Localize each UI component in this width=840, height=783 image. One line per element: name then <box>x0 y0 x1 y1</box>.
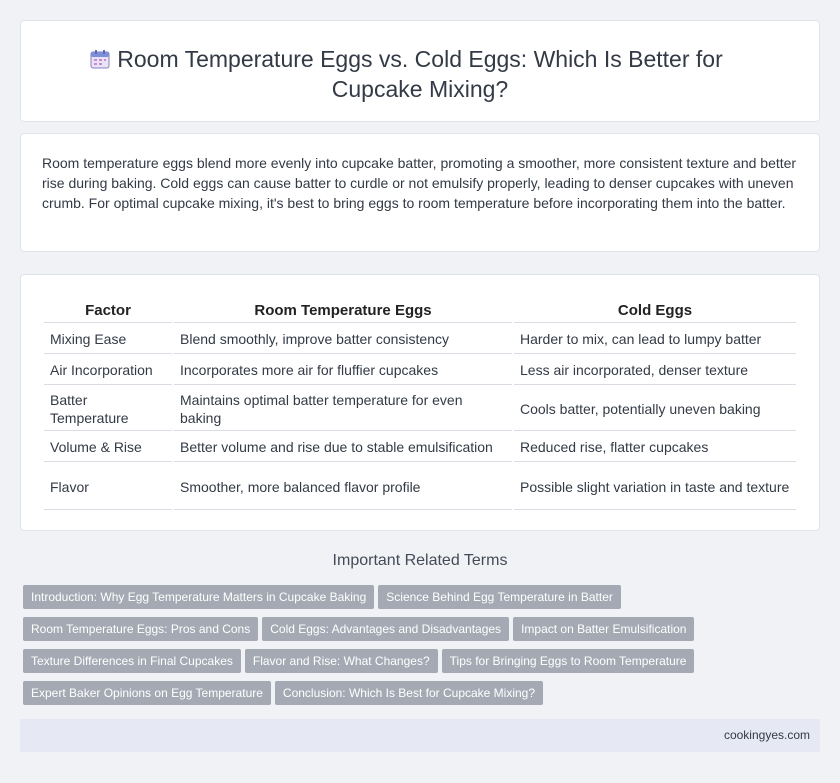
cell-cold: Possible slight variation in taste and texture <box>514 464 796 510</box>
cell-factor: Batter Temperature <box>44 387 172 431</box>
site-credit[interactable]: cookingyes.com <box>723 728 810 742</box>
column-header-cold: Cold Eggs <box>514 297 796 323</box>
related-terms-list <box>23 585 723 713</box>
related-terms-title: Important Related Terms <box>332 552 508 569</box>
table-row <box>44 464 796 510</box>
cell-room-temp: Incorporates more air for fluffier cupcakes <box>174 356 512 385</box>
table-row <box>44 325 796 354</box>
table-row <box>44 387 796 431</box>
related-term-tag[interactable]: Texture Differences in Final Cupcakes <box>23 649 241 673</box>
page-title: Room Temperature Eggs vs. Cold Eggs: Which Is Better for Cupcake Mixing? <box>117 46 723 102</box>
comparison-card <box>20 274 820 531</box>
cell-factor: Air Incorporation <box>44 356 172 385</box>
related-term-tag[interactable]: Conclusion: Which Is Best for Cupcake Mixing? <box>275 681 543 705</box>
cell-factor: Mixing Ease <box>44 325 172 354</box>
related-term-tag[interactable]: Room Temperature Eggs: Pros and Cons <box>23 617 258 641</box>
related-term-tag[interactable]: Science Behind Egg Temperature in Batter <box>378 585 621 609</box>
related-term-tag[interactable]: Flavor and Rise: What Changes? <box>245 649 438 673</box>
table-row <box>44 433 796 462</box>
table-row <box>44 356 796 385</box>
cell-cold: Reduced rise, flatter cupcakes <box>514 433 796 462</box>
intro-paragraph: Room temperature eggs blend more evenly into cupcake batter, promoting a smoother, more consistent texture and better rise during baking. Cold eggs can cause batter to curdle or not emulsify properly, leading to denser cupcakes with uneven crumb. For optimal cupcake mixing, it's best to bring eggs to room temperature before incorporating them into the batter. <box>42 155 797 211</box>
table-header-row <box>44 297 796 323</box>
cell-room-temp: Maintains optimal batter temperature for even baking <box>174 387 512 431</box>
related-term-tag[interactable]: Introduction: Why Egg Temperature Matters in Cupcake Baking <box>23 585 374 609</box>
related-term-tag[interactable]: Expert Baker Opinions on Egg Temperature <box>23 681 271 705</box>
cell-room-temp: Smoother, more balanced flavor profile <box>174 464 512 510</box>
cell-room-temp: Better volume and rise due to stable emulsification <box>174 433 512 462</box>
cell-factor: Volume & Rise <box>44 433 172 462</box>
cell-room-temp: Blend smoothly, improve batter consistency <box>174 325 512 354</box>
column-header-factor: Factor <box>44 297 172 323</box>
comparison-table <box>42 295 798 512</box>
title-card <box>20 20 820 122</box>
cell-cold: Harder to mix, can lead to lumpy batter <box>514 325 796 354</box>
cell-factor: Flavor <box>44 464 172 510</box>
related-term-tag[interactable]: Tips for Bringing Eggs to Room Temperature <box>442 649 695 673</box>
intro-card <box>20 133 820 252</box>
footer <box>20 719 820 752</box>
column-header-room-temp: Room Temperature Eggs <box>174 297 512 323</box>
calendar-icon <box>89 48 111 70</box>
cell-cold: Less air incorporated, denser texture <box>514 356 796 385</box>
cell-cold: Cools batter, potentially uneven baking <box>514 387 796 431</box>
related-term-tag[interactable]: Cold Eggs: Advantages and Disadvantages <box>262 617 509 641</box>
related-term-tag[interactable]: Impact on Batter Emulsification <box>513 617 694 641</box>
